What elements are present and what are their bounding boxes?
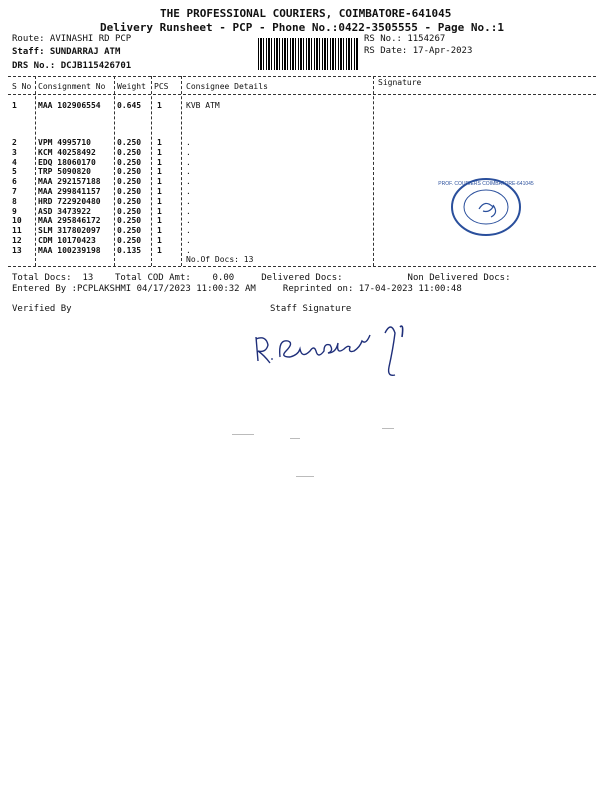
table-row-weight: 0.250 (117, 186, 142, 196)
table-row-consignee: . (186, 216, 191, 226)
table-row-weight: 0.645 (117, 101, 142, 110)
entered-by-line: Entered By :PCPLAKSHMI 04/17/2023 11:00:32 AM Reprinted on: 17-04-2023 11:00:48 (12, 284, 462, 294)
table-row-consignment: ASD 3473922 (38, 206, 91, 216)
table-row-weight: 0.250 (117, 157, 142, 167)
table-row-pcs: 1 (157, 186, 162, 196)
table-row-consignment: EDQ 18060170 (38, 157, 96, 167)
table-row-sno: 2 (12, 138, 17, 147)
table-row-consignment: MAA 299841157 (38, 186, 101, 196)
table-row-pcs: 1 (157, 245, 162, 255)
route-label: Route: AVINASHI RD PCP (12, 34, 132, 44)
company-stamp (438, 176, 534, 238)
table-row-weight: 0.250 (117, 177, 142, 187)
staff-signature-label: Staff Signature (270, 304, 352, 314)
table-row-consignee: . (186, 167, 191, 177)
table-row-sno: 13 (12, 245, 22, 255)
scan-smudge (296, 476, 314, 477)
col-header-consignment: Consignment No (38, 82, 106, 91)
table-row-sno: 12 (12, 235, 22, 245)
table-row-consignment: HRD 722920480 (38, 196, 101, 206)
table-row-weight: 0.250 (117, 226, 142, 236)
table-row-consignment: CDM 10170423 (38, 235, 96, 245)
table-row-consignment: SLM 317802097 (38, 226, 101, 236)
table-row-sno: 3 (12, 147, 17, 157)
drs-number: DRS No.: DCJB115426701 (12, 61, 132, 71)
table-row-sno: 4 (12, 157, 17, 167)
col-divider (151, 76, 152, 266)
table-header-rule (8, 94, 596, 95)
table-row-pcs: 1 (157, 216, 162, 226)
no-of-docs: No.Of Docs: 13 (186, 255, 254, 264)
table-top-rule (8, 76, 596, 77)
col-header-sno: S No (12, 82, 32, 91)
table-row-consignee: . (186, 186, 191, 196)
table-row-sno: 6 (12, 177, 17, 187)
signature-text: R.Sundarraj (50, 113, 57, 114)
stamp-text: PROF. COURIERS COIMBATORE-641045 (438, 181, 534, 187)
table-row-consignment: MAA 292157188 (38, 177, 101, 187)
col-divider (181, 76, 182, 266)
col-header-consignee: Consignee Details (186, 82, 268, 91)
table-row-pcs: 1 (157, 147, 162, 157)
col-header-pcs: PCS (154, 82, 169, 91)
scan-smudge (382, 428, 394, 429)
table-row-consignee: . (186, 206, 191, 216)
staff-label: Staff: SUNDARRAJ ATM (12, 47, 121, 57)
table-row-sno: 10 (12, 216, 22, 226)
table-row-consignment: MAA 102906554 (38, 101, 101, 110)
col-divider (35, 76, 36, 266)
totals-line: Total Docs: 13 Total COD Amt: 0.00 Delivered Docs: Non Delivered Docs: (12, 273, 511, 283)
col-header-signature: Signature (378, 78, 422, 87)
table-row-consignee: . (186, 235, 191, 245)
scan-smudge (290, 438, 300, 439)
table-row-pcs: 1 (157, 167, 162, 177)
table-row-consignment: MAA 295846172 (38, 216, 101, 226)
table-row-weight: 0.250 (117, 167, 142, 177)
table-row-consignee: . (186, 138, 191, 147)
runsheet-title: Delivery Runsheet - PCP - Phone No.:0422-3505555 - Page No.:1 (100, 21, 504, 34)
table-row-consignment: VPM 4995710 (38, 138, 91, 147)
table-row-sno: 5 (12, 167, 17, 177)
pcs-column (157, 138, 162, 256)
table-row-pcs: 1 (157, 177, 162, 187)
table-row-weight: 0.250 (117, 138, 142, 147)
table-row-sno: 9 (12, 206, 17, 216)
table-row-consignee: . (186, 245, 191, 255)
scan-smudge (232, 434, 254, 435)
barcode (258, 38, 358, 70)
table-row-weight: 0.250 (117, 235, 142, 245)
table-row-pcs: 1 (157, 157, 162, 167)
table-row-sno: 7 (12, 186, 17, 196)
table-row-consignee: . (186, 196, 191, 206)
table-row-pcs: 1 (157, 206, 162, 216)
table-row-consignment: TRP 5090820 (38, 167, 91, 177)
table-row-pcs: 1 (157, 235, 162, 245)
table-row-weight: 0.250 (117, 206, 142, 216)
table-row-consignee: KVB ATM (186, 101, 220, 110)
table-row-sno: 11 (12, 226, 22, 236)
table-row-consignee: . (186, 147, 191, 157)
table-row-pcs: 1 (157, 101, 162, 110)
table-row-sno: 1 (12, 101, 17, 110)
verified-by-label: Verified By (12, 304, 72, 314)
table-row-pcs: 1 (157, 226, 162, 236)
table-row-weight: 0.135 (117, 245, 142, 255)
col-divider (114, 76, 115, 266)
col-header-weight: Weight (117, 82, 146, 91)
sno-column (12, 138, 22, 256)
table-row-pcs: 1 (157, 138, 162, 147)
company-title: THE PROFESSIONAL COURIERS, COIMBATORE-641045 (160, 7, 452, 20)
table-bottom-rule (8, 266, 596, 267)
table-row-consignee: . (186, 226, 191, 236)
table-row-weight: 0.250 (117, 196, 142, 206)
rs-date: RS Date: 17-Apr-2023 (364, 46, 473, 56)
table-row-consignment: MAA 100239198 (38, 245, 101, 255)
consignment-column (38, 138, 101, 256)
weight-column (117, 138, 141, 256)
consignee-column (186, 138, 191, 256)
table-row-consignment: KCM 40258492 (38, 147, 96, 157)
table-row-sno: 8 (12, 196, 17, 206)
table-row-weight: 0.250 (117, 216, 142, 226)
col-divider (373, 76, 374, 266)
table-row-consignee: . (186, 177, 191, 187)
table-row-consignee: . (186, 157, 191, 167)
rs-number: RS No.: 1154267 (364, 34, 446, 44)
table-row-weight: 0.250 (117, 147, 142, 157)
table-row-pcs: 1 (157, 196, 162, 206)
